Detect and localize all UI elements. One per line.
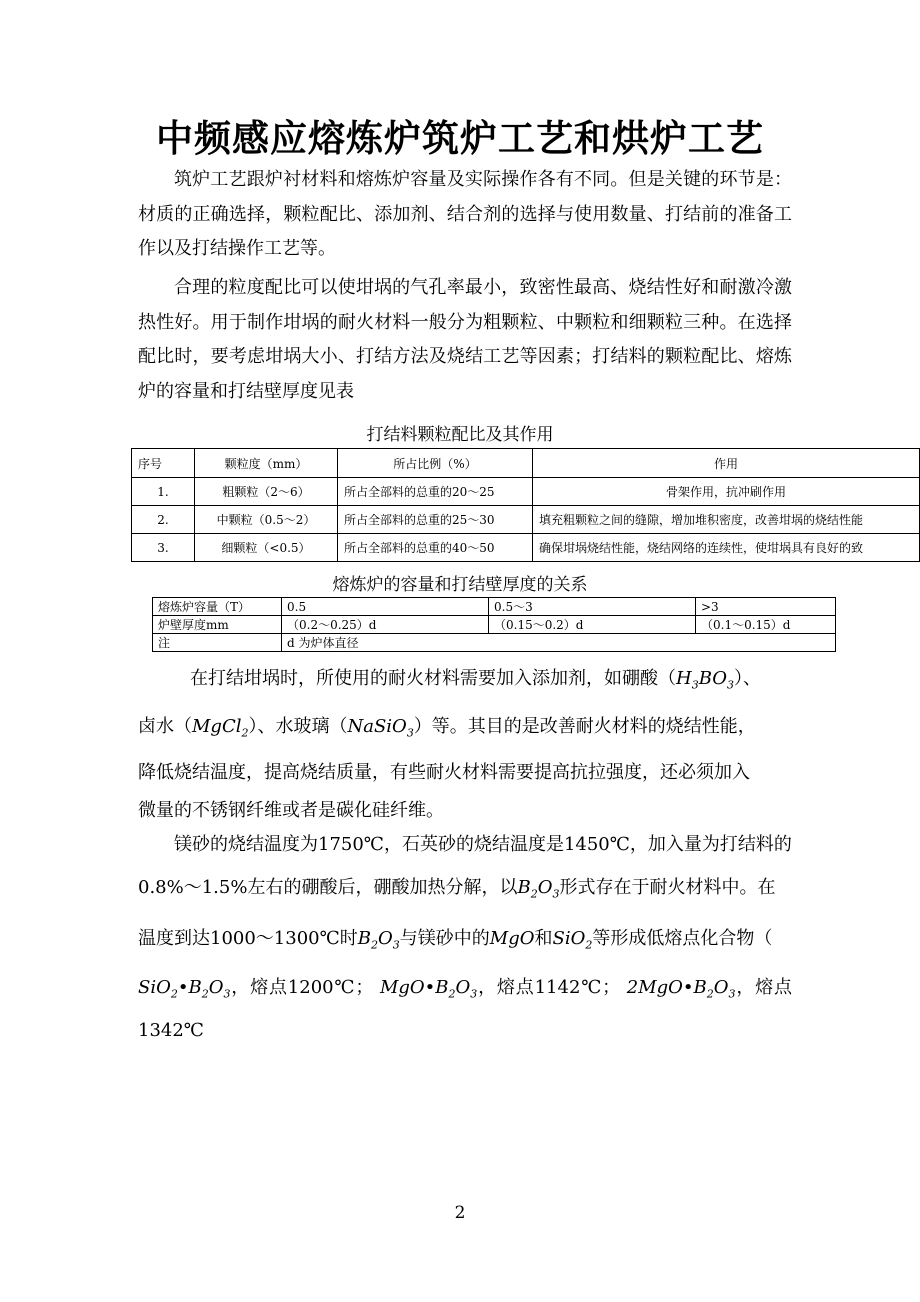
- table-header-cell: 作用: [533, 449, 920, 478]
- chem-formula: $2MgO•B_2O_3$: [626, 977, 736, 1001]
- text-run: ，熔点1200℃；: [230, 977, 374, 998]
- table-cell: 所占全部料的总重的20～25: [338, 478, 533, 506]
- text-run: ）等。其目的是改善耐火材料的烧结性能，: [413, 716, 756, 737]
- table-cell: 0.5～3: [489, 598, 696, 616]
- table-row: [153, 616, 836, 634]
- table-row: [153, 598, 836, 616]
- particle-ratio-table: [131, 448, 920, 562]
- table-cell: >3: [696, 598, 836, 616]
- table-cell: 2.: [132, 506, 195, 534]
- table-cell: （0.2～0.25）d: [282, 616, 489, 634]
- wall-thickness-table: [152, 597, 836, 652]
- table-cell: 粗颗粒（2～6）: [195, 478, 338, 506]
- table-row: [132, 478, 920, 506]
- table2-caption: 熔炼炉的容量和打结壁厚度的关系: [332, 575, 588, 595]
- table-header-cell: 序号: [132, 449, 195, 478]
- paragraph-4-line-1: 镁砂的烧结温度为1750℃，石英砂的烧结温度是1450℃，加入量为打结料的: [174, 834, 792, 855]
- table-cell: 所占全部料的总重的40～50: [338, 534, 533, 562]
- chem-formula: MgCl$_2$: [192, 716, 249, 740]
- chem-formula: $H_3BO_3$: [676, 668, 735, 692]
- paragraph-2: 合理的粒度配比可以使坩埚的气孔率最小，致密性最高、烧结性好和耐激冷激热性好。用于制作坩埚的耐火材料一般分为粗颗粒、中颗粒和细颗粒三种。在选择配比时，要考虑坩埚大小、打结方法及烧结工艺等因素；打结料的颗粒配比、熔炼炉的容量和打结壁厚度见表: [138, 277, 792, 402]
- text-run: 卤水（: [138, 716, 192, 737]
- paragraph-3-line-2: [138, 708, 792, 746]
- table-row: [132, 534, 920, 562]
- paragraph-3-line-3: 降低烧结温度，提高烧结质量，有些耐火材料需要提高抗拉强度，还必须加入: [138, 762, 750, 783]
- table-header-cell: 所占比例（%）: [338, 449, 533, 478]
- page-number: 2: [454, 1203, 466, 1223]
- table-header-cell: 颗粒度（mm）: [195, 449, 338, 478]
- table-cell: 注: [153, 634, 282, 652]
- paragraph-4-line-4: [138, 966, 792, 1052]
- table-row: [132, 506, 920, 534]
- table-cell: 1.: [132, 478, 195, 506]
- table-cell: 中颗粒（0.5～2）: [195, 506, 338, 534]
- table-cell: 细颗粒（<0.5）: [195, 534, 338, 562]
- table-cell: d 为炉体直径: [282, 634, 836, 652]
- text-run: ，熔点1142℃；: [477, 977, 621, 998]
- paragraph-3-line-1: [138, 660, 792, 698]
- paragraph-3: [138, 660, 792, 830]
- chem-formula: $SiO_2•B_2O_3$: [138, 977, 231, 1001]
- table-cell: 确保坩埚烧结性能，烧结网络的连续性，使坩埚具有良好的致: [533, 534, 920, 562]
- paragraph-3-line-4: 微量的不锈钢纤维或者是碳化硅纤维。: [138, 800, 444, 821]
- paragraph-4: [138, 823, 792, 1052]
- table-row: [153, 634, 836, 652]
- table-cell: 熔炼炉容量（T）: [153, 598, 282, 616]
- table-cell: 所占全部料的总重的25～30: [338, 506, 533, 534]
- chem-formula: NaSiO$_3$: [347, 716, 414, 740]
- chem-formula: $MgO•B_2O_3$: [379, 977, 478, 1001]
- table-cell: 0.5: [282, 598, 489, 616]
- table1-caption: 打结料颗粒配比及其作用: [366, 425, 554, 445]
- text-run: 与镁砂中的: [399, 928, 490, 949]
- text-run: 形式存在于耐火材料中。在: [559, 877, 776, 898]
- paragraph-4-line-2: [138, 866, 792, 909]
- text-run: ）、: [734, 668, 762, 689]
- table-cell: （0.1～0.15）d: [696, 616, 836, 634]
- chem-formula: MgO: [489, 928, 535, 949]
- paragraph-1: 筑炉工艺跟炉衬材料和熔炼炉容量及实际操作各有不同。但是关键的环节是：材质的正确选择，颗粒配比、添加剂、结合剂的选择与使用数量、打结前的准备工作以及打结操作工艺等。: [138, 169, 792, 259]
- chem-formula: $B_2O_3$: [357, 928, 400, 952]
- table-header-row: [132, 449, 920, 478]
- table-cell: 骨架作用，抗冲刷作用: [533, 478, 920, 506]
- text-run: 和: [534, 928, 553, 949]
- text-run: 温度到达1000～1300℃时: [138, 928, 358, 949]
- text-run: 在打结坩埚时，所使用的耐火材料需要加入添加剂，如硼酸（: [190, 668, 676, 689]
- table-cell: 填充粗颗粒之间的缝隙，增加堆积密度，改善坩埚的烧结性能: [533, 506, 920, 534]
- text-run: 等形成低熔点化合物（: [592, 928, 773, 949]
- text-run: ）、水玻璃（: [248, 716, 348, 737]
- table-cell: 3.: [132, 534, 195, 562]
- table-cell: 炉壁厚度mm: [153, 616, 282, 634]
- page-title: 中频感应熔炼炉筑炉工艺和烘炉工艺: [156, 117, 764, 160]
- chem-formula: SiO$_2$: [552, 928, 593, 952]
- text-run: 0.8%～1.5%左右的硼酸后，硼酸加热分解，以: [138, 877, 518, 898]
- table-cell: （0.15～0.2）d: [489, 616, 696, 634]
- text-run: ，熔点1342℃: [138, 977, 793, 1041]
- paragraph-4-line-3: [138, 917, 792, 960]
- chem-formula: $B_2O_3$: [517, 877, 560, 901]
